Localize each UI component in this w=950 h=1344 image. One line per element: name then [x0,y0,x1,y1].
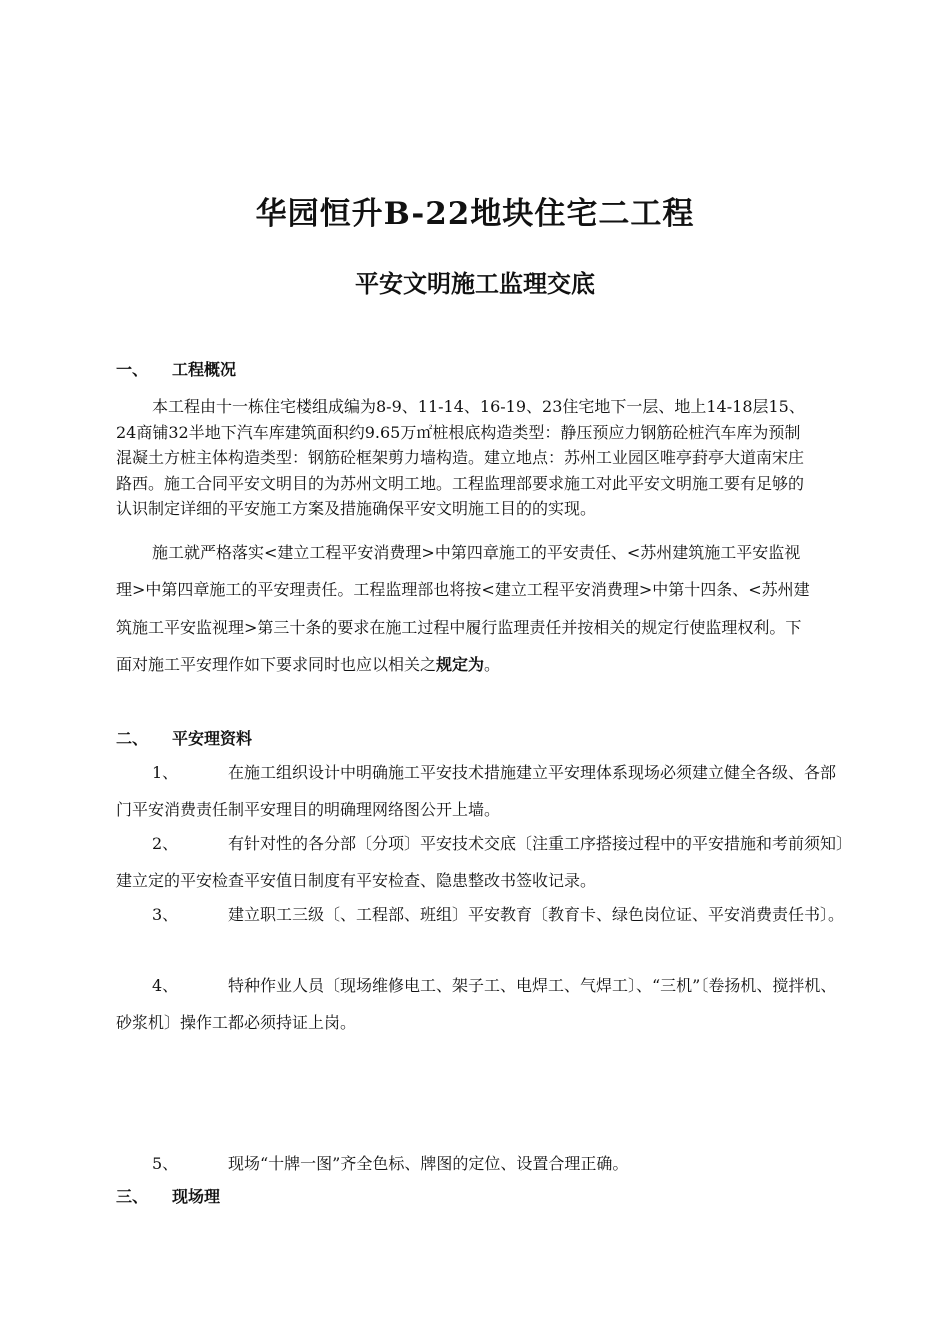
requirements-end: 。 [484,655,501,675]
section-number: 一、 [116,360,149,379]
item-number: 3、 [152,905,179,924]
list-item [116,896,850,933]
item-number: 5、 [152,1154,179,1173]
item-number: 2、 [152,834,179,853]
list-item [116,825,850,900]
section-number: 三、 [116,1187,149,1206]
section-title: 工程概况 [172,360,237,379]
requirements-text: 施工就严格落实<建立工程平安消费理>中第四章施工的平安责任、<苏州建筑施工平安监视理>中第四章施工的平安理责任。工程监理部也将按<建立工程平安消费理>中第十四条、<苏州建筑施工平安监视理>第三十条的要求在施工过程中履行监理责任并按相关的规定行使监理权利。下面对施工平安理作如下要求同时也应以相关之 [116,543,810,675]
section-heading-overview [116,358,236,382]
overview-paragraph: 本工程由十一栋住宅楼组成编为8-9、11-14、16-19、23住宅地下一层、地上14-18层15、24商铺32半地下汽车库建筑面积约9.65万㎡桩根底构造类型：静压预应力钢筋砼桩汽车库为预制混凝土方桩主体构造类型：钢筋砼框架剪力墙构造。建立地点：苏州工业园区唯亭葑亭大道南宋庄路西。施工合同平安文明目的为苏州文明工地。工程监理部要求施工对此平安文明施工要有足够的认识制定详细的平安施工方案及措施确保平安文明施工目的的实现。 [116,397,805,519]
requirements-bold-text: 规定为 [436,655,485,675]
item-text: 特种作业人员〔现场维修电工、架子工、电焊工、气焊工〕、“三机”〔卷扬机、搅拌机、砂浆机〕操作工都必须持证上岗。 [116,976,837,1033]
item-text: 现场“十牌一图”齐全色标、牌图的定位、设置合理正确。 [228,1154,629,1173]
item-number: 4、 [152,976,179,995]
section-heading-site-management [116,1185,220,1209]
list-item [116,1145,850,1182]
document-subtitle: 平安文明施工监理交底 [355,269,595,298]
item-text: 建立职工三级〔、工程部、班组〕平安教育〔教育卡、绿色岗位证、平安消费责任书〕。 [228,905,845,924]
section-title: 现场理 [172,1187,221,1206]
section-number: 二、 [116,729,149,748]
document-title: 华园恒升B-22地块住宅二工程 [255,196,695,232]
requirements-paragraph [116,534,816,684]
item-text: 有针对性的各分部〔分项〕平安技术交底〔注重工序搭接过程中的平安措施和考前须知〕建立定的平安检查平安值日制度有平安检查、隐患整改书签收记录。 [116,834,845,891]
list-item [116,754,850,829]
item-number: 1、 [152,763,179,782]
section-heading-safety-docs [116,727,252,751]
list-item [116,967,850,1042]
item-text: 在施工组织设计中明确施工平安技术措施建立平安理体系现场必须建立健全各级、各部门平安消费责任制平安理目的明确理网络图公开上墙。 [116,763,837,820]
section-title: 平安理资料 [172,729,253,748]
